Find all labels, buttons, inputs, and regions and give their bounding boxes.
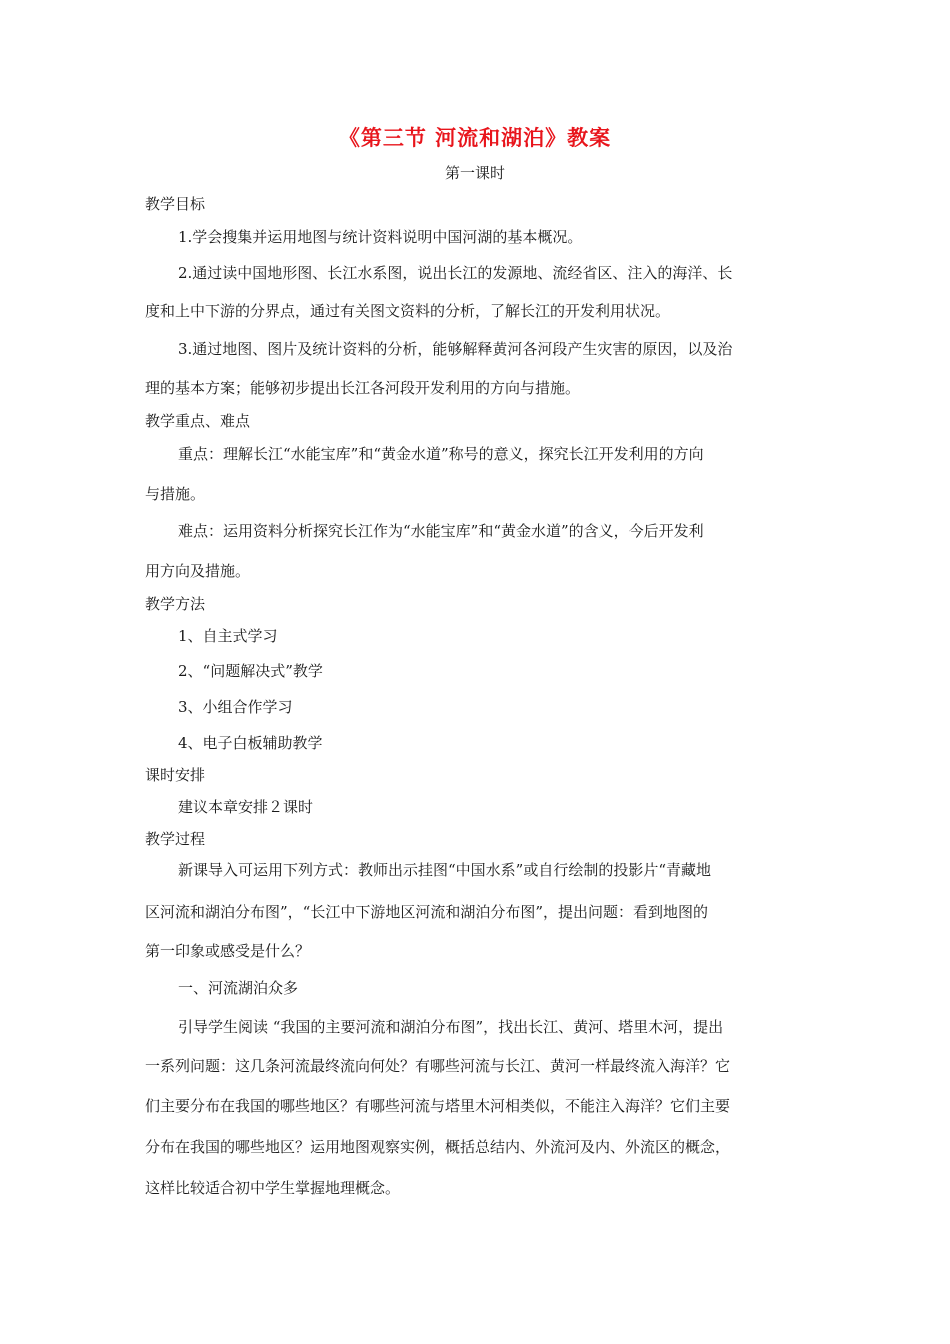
- para-line-5: 这样比较适合初中学生掌握地理概念。: [145, 1179, 401, 1197]
- para-line-3: 们主要分布在我国的哪些地区？有哪些河流与塔里木河相类似，不能注入海洋？它们主要: [145, 1097, 731, 1115]
- heading-schedule: 课时安排: [145, 766, 206, 784]
- schedule-text: 建议本章安排２课时: [178, 798, 314, 816]
- method-2: 2、“问题解决式”教学: [178, 662, 323, 680]
- goal-3-line-1: 3.通过地图、图片及统计资料的分析，能够解释黄河各河段产生灾害的原因，以及治: [178, 340, 733, 358]
- para-line-1: 引导学生阅读 “我国的主要河流和湖泊分布图”，找出长江、黄河、塔里木河，提出: [178, 1018, 724, 1036]
- intro-line-3: 第一印象或感受是什么？: [145, 942, 311, 960]
- keypoint-line-1: 重点：理解长江“水能宝库”和“黄金水道”称号的意义，探究长江开发利用的方向: [178, 445, 704, 463]
- document-title: 《第三节 河流和湖泊》教案: [338, 125, 612, 150]
- method-4: 4、电子白板辅助教学: [178, 734, 323, 752]
- heading-keypoints: 教学重点、难点: [145, 412, 251, 430]
- intro-line-1: 新课导入可运用下列方式：教师出示挂图“中国水系”或自行绘制的投影片“青藏地: [178, 861, 712, 879]
- method-3: 3、小组合作学习: [178, 698, 293, 716]
- keypoint-line-2: 与措施。: [145, 485, 206, 503]
- intro-line-2: 区河流和湖泊分布图”，“长江中下游地区河流和湖泊分布图”，提出问题：看到地图的: [145, 903, 709, 921]
- section-1-heading: 一、河流湖泊众多: [178, 979, 299, 997]
- para-line-2: 一系列问题：这几条河流最终流向何处？有哪些河流与长江、黄河一样最终流入海洋？它: [145, 1057, 731, 1075]
- heading-methods: 教学方法: [145, 595, 206, 613]
- difficulty-line-1: 难点：运用资料分析探究长江作为“水能宝库”和“黄金水道”的含义，今后开发利: [178, 522, 704, 540]
- document-subtitle: 第一课时: [444, 164, 505, 182]
- goal-1: 1.学会搜集并运用地图与统计资料说明中国河湖的基本概况。: [178, 228, 583, 246]
- method-1: 1、自主式学习: [178, 627, 278, 645]
- heading-process: 教学过程: [145, 830, 206, 848]
- goal-3-line-2: 理的基本方案；能够初步提出长江各河段开发利用的方向与措施。: [145, 379, 581, 397]
- goal-2-line-2: 度和上中下游的分界点，通过有关图文资料的分析，了解长江的开发利用状况。: [145, 302, 671, 320]
- para-line-4: 分布在我国的哪些地区？运用地图观察实例，概括总结内、外流河及内、外流区的概念，: [145, 1138, 731, 1156]
- difficulty-line-2: 用方向及措施。: [145, 562, 251, 580]
- heading-goals: 教学目标: [145, 195, 206, 213]
- goal-2-line-1: 2.通过读中国地形图、长江水系图，说出长江的发源地、流经省区、注入的海洋、长: [178, 264, 733, 282]
